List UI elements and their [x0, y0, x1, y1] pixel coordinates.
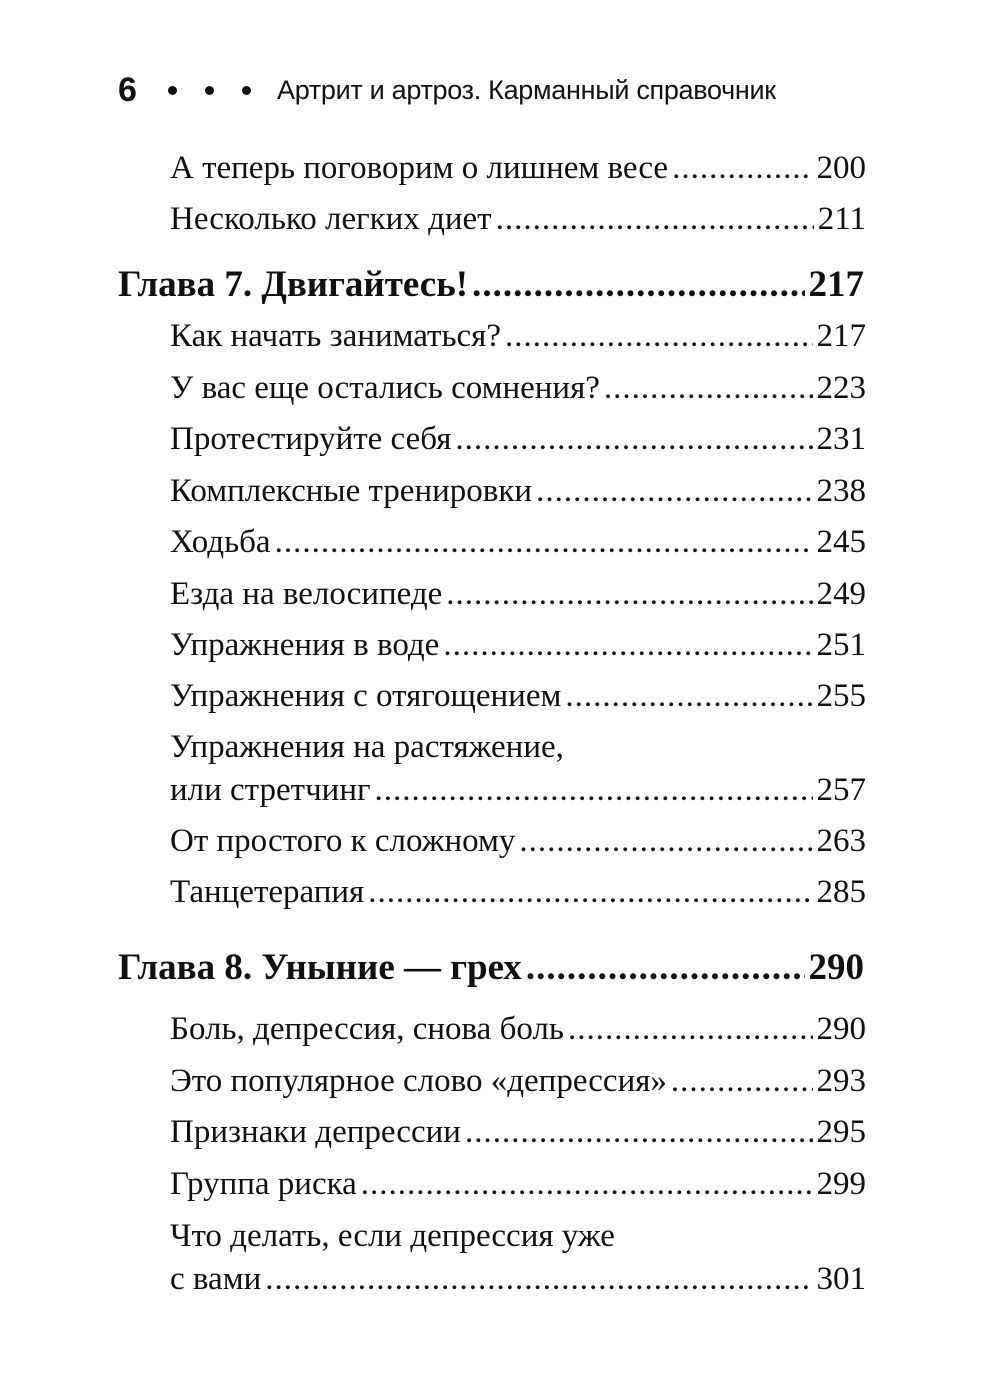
dot-leader — [536, 473, 812, 510]
toc-entry-title: Признаки депрессии — [170, 1114, 461, 1150]
toc-entry-page: 200 — [816, 150, 866, 186]
toc-entry-title: Упражнения на растяжение, — [170, 729, 564, 765]
toc-entry-page: 249 — [816, 576, 866, 612]
dot-leader — [671, 1063, 813, 1100]
toc-entry-page: 299 — [816, 1166, 866, 1202]
toc-entry-title-continued: или стретчинг — [170, 772, 371, 808]
toc-chapter-title: Глава 7. Двигайтесь! — [118, 264, 469, 305]
toc-entry-title: Танцетерапия — [170, 874, 365, 910]
dot-leader — [465, 1114, 813, 1151]
dot-leader — [443, 627, 812, 664]
toc-chapter-page: 290 — [808, 947, 864, 988]
toc-entry-title: А теперь поговорим о лишнем весе — [170, 150, 669, 186]
toc-entry-page: 293 — [816, 1063, 866, 1099]
dot-leader — [604, 370, 813, 407]
dot-leader — [446, 576, 812, 613]
toc-entry-page: 290 — [816, 1011, 866, 1047]
toc-entry-page: 257 — [816, 772, 866, 808]
toc-entry-title: Боль, депрессия, снова боль — [170, 1011, 564, 1047]
toc-entry-title: Протестируйте себя — [170, 421, 452, 457]
toc-entry-page: 301 — [816, 1261, 866, 1297]
toc-entry-page: 223 — [816, 370, 866, 406]
dot-leader — [519, 823, 812, 860]
dot-leader — [275, 524, 813, 561]
toc-entry-title: Несколько легких диет — [170, 201, 492, 237]
page-number: 6 — [118, 70, 137, 109]
toc-entry-page: 285 — [816, 874, 866, 910]
toc-entry-title: Группа риска — [170, 1166, 357, 1202]
toc-entry-title: Комплексные тренировки — [170, 473, 533, 509]
toc-entry-title: Что делать, если депрессия уже — [170, 1218, 615, 1254]
toc-entry-page: 251 — [816, 627, 866, 663]
dot-leader — [505, 318, 813, 355]
toc-entry-title: Это популярное слово «депрессия» — [170, 1063, 667, 1099]
toc-entry-page: 238 — [816, 473, 866, 509]
dot-leader — [375, 772, 813, 809]
toc-chapter-title: Глава 8. Уныние — грех — [118, 947, 522, 988]
toc-entry-title: Ходьба — [170, 524, 271, 560]
toc-entry-page: 255 — [816, 678, 866, 714]
toc-entry-title: Езда на велосипеде — [170, 576, 443, 612]
toc-entry-page: 263 — [816, 823, 866, 859]
book-title: Артрит и артроз. Карманный справочник — [277, 74, 776, 105]
toc-entry-title: Упражнения с отягощением — [170, 678, 562, 714]
toc-chapter-page: 217 — [808, 264, 864, 305]
dot-leader — [672, 150, 812, 187]
dot-leader — [526, 946, 805, 989]
toc-entry-title: От простого к сложному — [170, 823, 516, 859]
toc-entry-title-continued: с вами — [170, 1261, 262, 1297]
dot-leader — [265, 1261, 812, 1298]
toc-entry-title: У вас еще остались сомнения? — [170, 370, 600, 406]
toc-entry-title: Упражнения в воде — [170, 627, 440, 663]
toc-entry-page: 231 — [816, 421, 866, 457]
dot-leader — [361, 1166, 813, 1203]
dot-leader — [565, 678, 812, 715]
toc-entry-page: 217 — [816, 318, 866, 354]
dot-leader — [568, 1011, 813, 1048]
dot-leader — [368, 874, 812, 911]
dot-leader — [455, 421, 812, 458]
toc-entry-page: 245 — [816, 524, 866, 560]
dot-leader — [496, 201, 814, 238]
toc-entry-title: Как начать заниматься? — [170, 318, 501, 354]
toc-entry-page: 295 — [816, 1114, 866, 1150]
dot-leader — [472, 263, 804, 306]
toc-entry-page: 211 — [817, 201, 866, 237]
